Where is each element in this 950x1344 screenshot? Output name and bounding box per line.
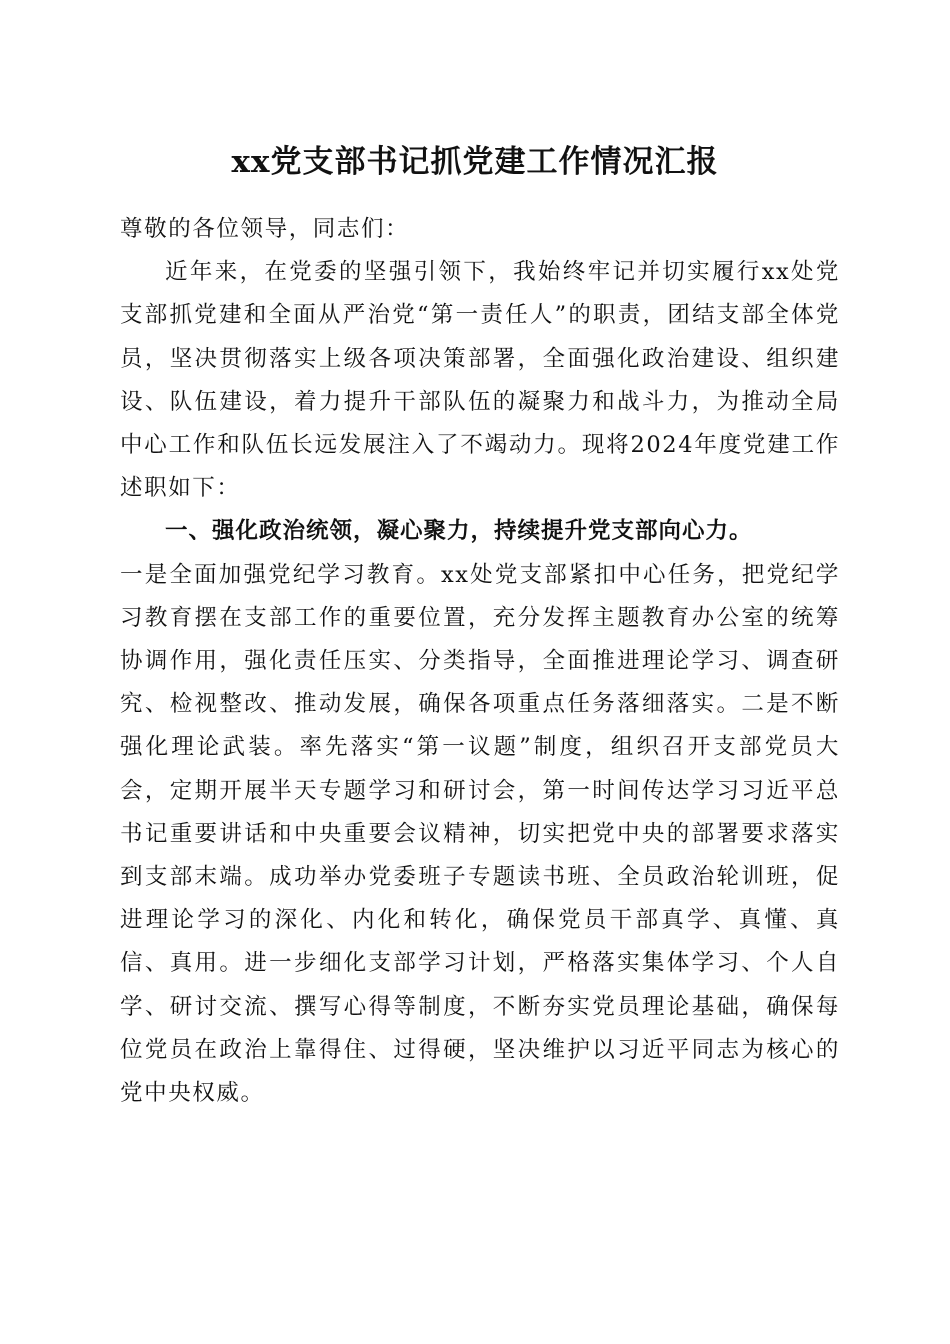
document-title: xx党支部书记抓党建工作情况汇报 bbox=[231, 144, 719, 180]
section-1-heading: 一、强化政治统领，凝心聚力，持续提升党支部向心力。 bbox=[165, 518, 753, 545]
intro-paragraph: 近年来，在党委的坚强引领下，我始终牢记并切实履行xx处党支部抓党建和全面从严治党“第一责任人”的职责，团结支部全体党员，坚决贯彻落实上级各项决策部署，全面强化政治建设、组织建设、队伍建设，着力提升干部队伍的凝聚力和战斗力，为推动全局中心工作和队伍长远发展注入了不竭动力。现将2024年度党建工作述职如下： bbox=[120, 259, 840, 502]
section-1-body: 一是全面加强党纪学习教育。xx处党支部紧扣中心任务，把党纪学习教育摆在支部工作的重要位置，充分发挥主题教育办公室的统筹协调作用，强化责任压实、分类指导，全面推进理论学习、调查研究、检视整改、推动发展，确保各项重点任务落细落实。二是不断强化理论武装。率先落实“第一议题”制度，组织召开支部党员大会，定期开展半天专题学习和研讨会，第一时间传达学习习近平总书记重要讲话和中央重要会议精神，切实把党中央的部署要求落实到支部末端。成功举办党委班子专题读书班、全员政治轮训班，促进理论学习的深化、内化和转化，确保党员干部真学、真懂、真信、真用。进一步细化支部学习计划，严格落实集体学习、个人自学、研讨交流、撰写心得等制度，不断夯实党员理论基础，确保每位党员在政治上靠得住、过得硬，坚决维护以习近平同志为核心的党中央权威。 bbox=[120, 561, 840, 1107]
document-body bbox=[120, 208, 840, 1115]
salutation: 尊敬的各位领导，同志们： bbox=[120, 216, 410, 242]
